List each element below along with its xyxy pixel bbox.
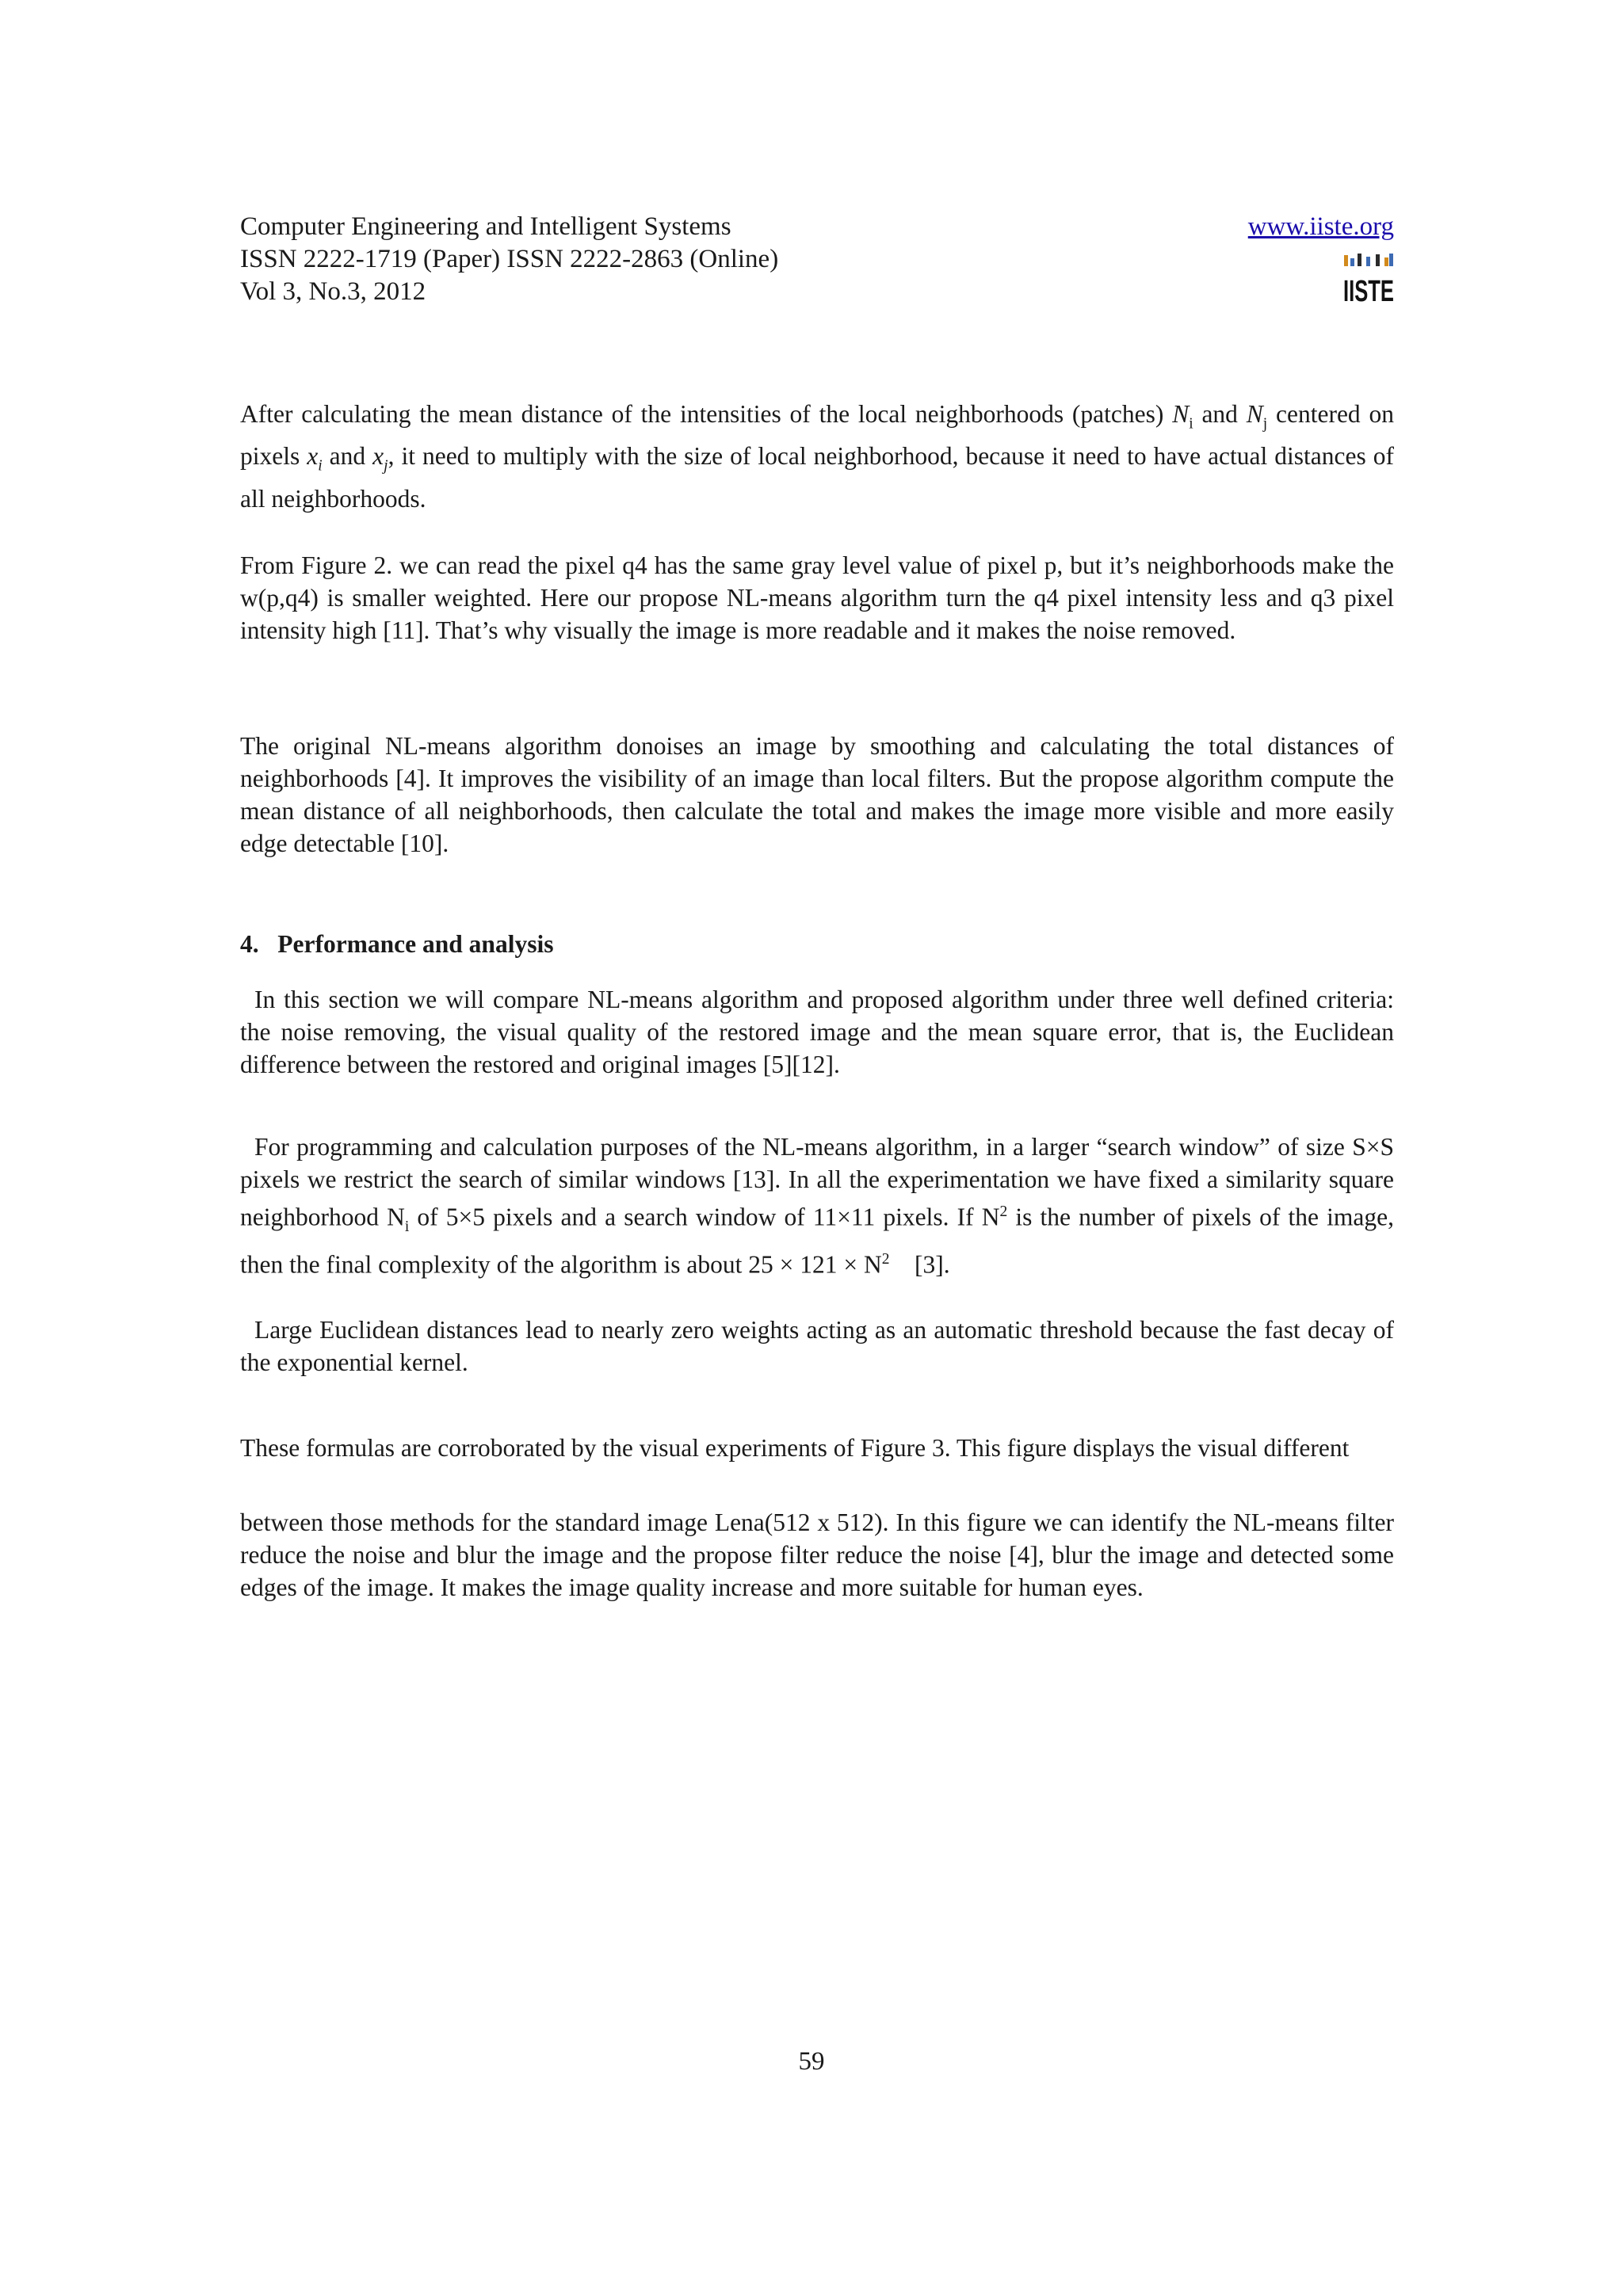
paragraph-4: In this section we will compare NL-means algorithm and proposed algorithm under three well defined criteria: the noise removing, the visual quality of the restored image and the mean square error, that is, the Euclidean difference between the restored and original images [5][12]. bbox=[240, 986, 1394, 1078]
paragraph-6: Large Euclidean distances lead to nearly zero weights acting as an automatic threshold because the fast decay of the exponential kernel. bbox=[240, 1316, 1394, 1376]
journal-title: Computer Engineering and Intelligent Systems bbox=[240, 212, 731, 241]
journal-volume: Vol 3, No.3, 2012 bbox=[240, 277, 426, 306]
paragraph-3: The original NL-means algorithm donoises an image by smoothing and calculating the total distances of neighborhoods [4]. It improves the visibility of an image than local filters. But the propose algorithm compute the mean distance of all neighborhoods, then calculate the total and makes the image more visible and more easily edge detectable [10]. bbox=[240, 732, 1394, 857]
paragraph-8: between those methods for the standard image Lena(512 x 512). In this figure we can identify the NL-means filter reduce the noise and blur the image and the propose filter reduce the noise [4], blur the image and detected some edges of the image. It makes the image quality increase and more suitable for human eyes. bbox=[240, 1508, 1394, 1601]
paragraph-5: For programming and calculation purposes of the NL-means algorithm, in a larger “search window” of size S×S pixels we restrict the search of similar windows [13]. In all the experimentation we have fixed a similarity square neighborhood $N_i$ of 5×5 pixels and a search window of 11×11 pixels. If $N^2$ is the number of pixels of the image, then the final complexity of the algorithm is about $25 \times 121 \times N^2$ [3]. bbox=[240, 1133, 1394, 1279]
paragraph-7: These formulas are corroborated by the visual experiments of Figure 3. This figure displays the visual different bbox=[240, 1434, 1350, 1462]
iiste-logo bbox=[1342, 252, 1395, 308]
page-number: 59 bbox=[798, 2047, 825, 2076]
website-link[interactable]: www.iiste.org bbox=[1247, 212, 1394, 241]
journal-issn: ISSN 2222-1719 (Paper) ISSN 2222-2863 (Online) bbox=[240, 245, 779, 273]
section-heading: 4. Performance and analysis bbox=[240, 930, 554, 958]
logo-text: IISTE bbox=[1343, 275, 1394, 308]
paragraph-1: After calculating the mean distance of the intensities of the local neighborhoods (patches) $N_i$ and $N_j$ centered on pixels $x_i$ and $x_j$, it need to multiply with the size of local neighborhood, because it need to have actual distances of all neighborhoods. bbox=[240, 400, 1394, 513]
journal-header bbox=[240, 211, 778, 308]
paragraph-2: From Figure 2. we can read the pixel q4 has the same gray level value of pixel p, but it’s neighborhoods make the w(p,q4) is smaller weighted. Here our propose NL-means algorithm turn the q4 pixel intensity less and q3 pixel intensity high [11]. That’s why visually the image is more readable and it makes the noise removed. bbox=[240, 551, 1394, 644]
